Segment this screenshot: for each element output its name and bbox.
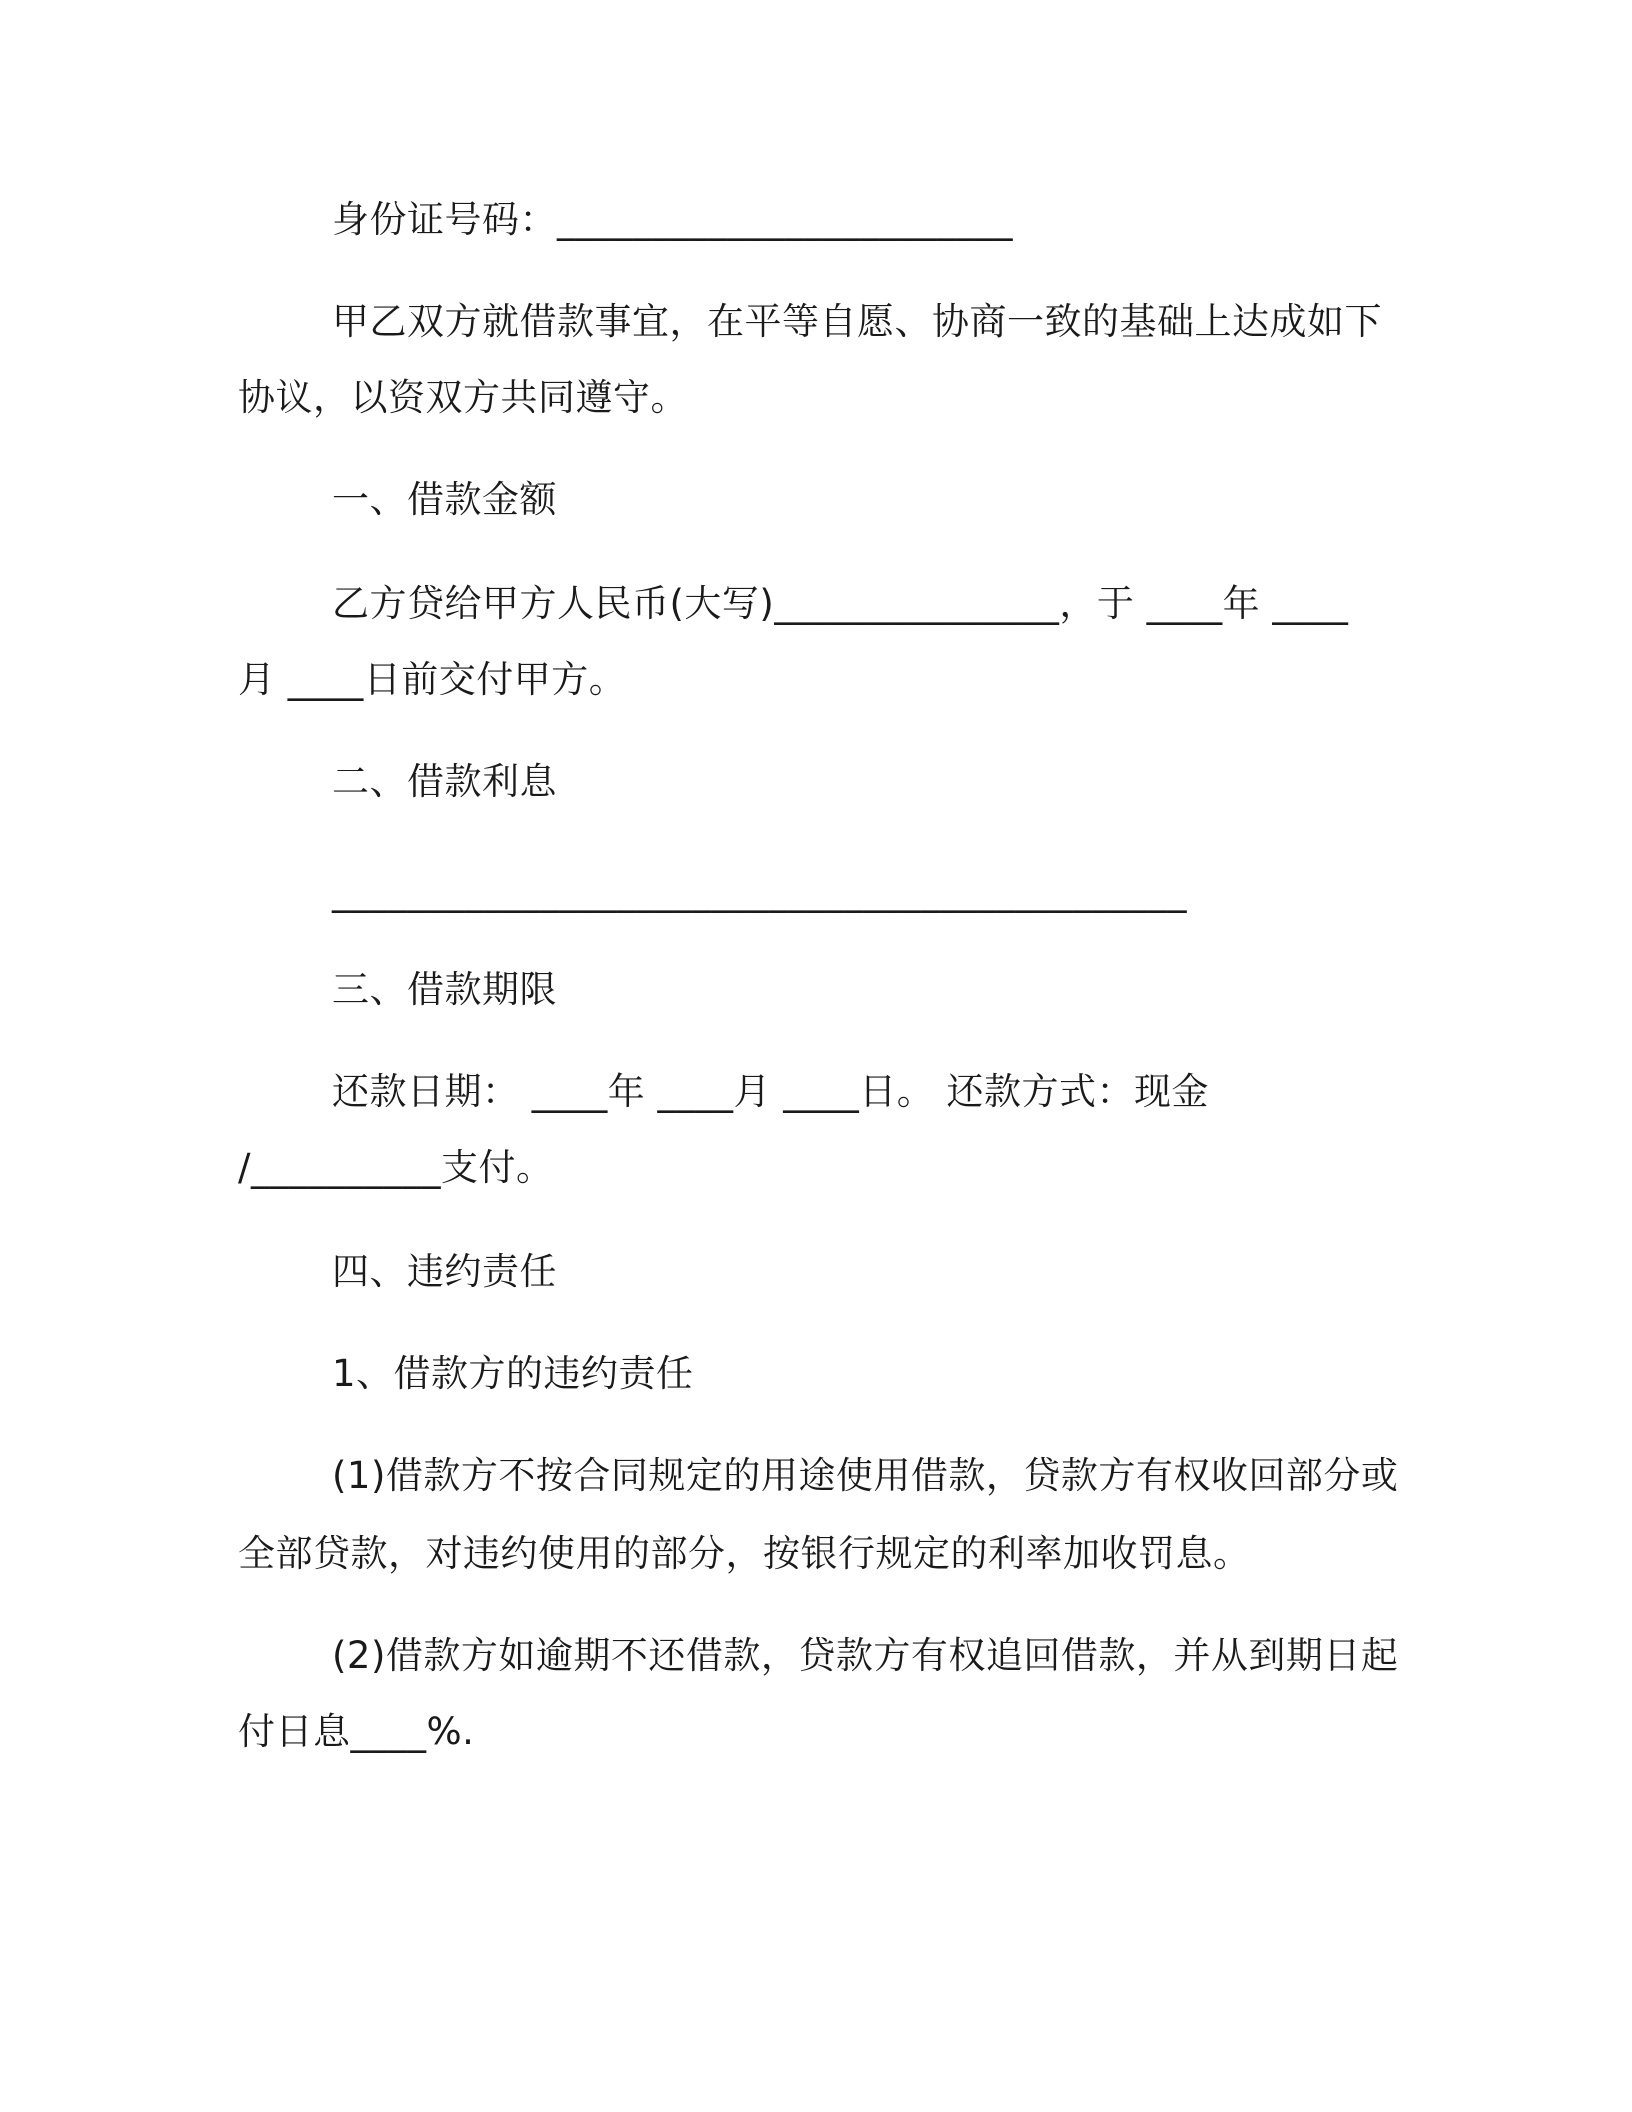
- subsection-1-title: 1、借款方的违约责任: [332, 1352, 694, 1395]
- section-3-line-2: /__________支付。: [238, 1146, 554, 1189]
- section-1-line-2: 月 ____日前交付甲方。: [238, 658, 627, 701]
- section-1-title: 一、借款金额: [332, 478, 557, 521]
- clause-2-line-1: (2)借款方如逾期不还借款，贷款方有权追回借款，并从到期日起: [332, 1634, 1399, 1677]
- section-3-line-1: 还款日期： ____年 ____月 ____日。 还款方式：现金: [332, 1070, 1210, 1113]
- section-4-title: 四、违约责任: [332, 1250, 557, 1293]
- section-2-title: 二、借款利息: [332, 760, 557, 803]
- agreement-intro-line-2: 协议，以资双方共同遵守。: [238, 376, 688, 419]
- section-3-title: 三、借款期限: [332, 968, 557, 1011]
- id-number-line: 身份证号码：________________________: [332, 198, 1013, 241]
- section-1-line-1: 乙方贷给甲方人民币(大写)_______________，于 ____年 ____: [332, 582, 1349, 625]
- section-2-blank-line: _____________________________________________: [332, 870, 1187, 913]
- clause-2-line-2: 付日息____%.: [238, 1710, 475, 1753]
- clause-1-line-2: 全部贷款，对违约使用的部分，按银行规定的利率加收罚息。: [238, 1532, 1251, 1575]
- agreement-intro-line-1: 甲乙双方就借款事宜，在平等自愿、协商一致的基础上达成如下: [332, 300, 1382, 343]
- clause-1-line-1: (1)借款方不按合同规定的用途使用借款，贷款方有权收回部分或: [332, 1454, 1399, 1497]
